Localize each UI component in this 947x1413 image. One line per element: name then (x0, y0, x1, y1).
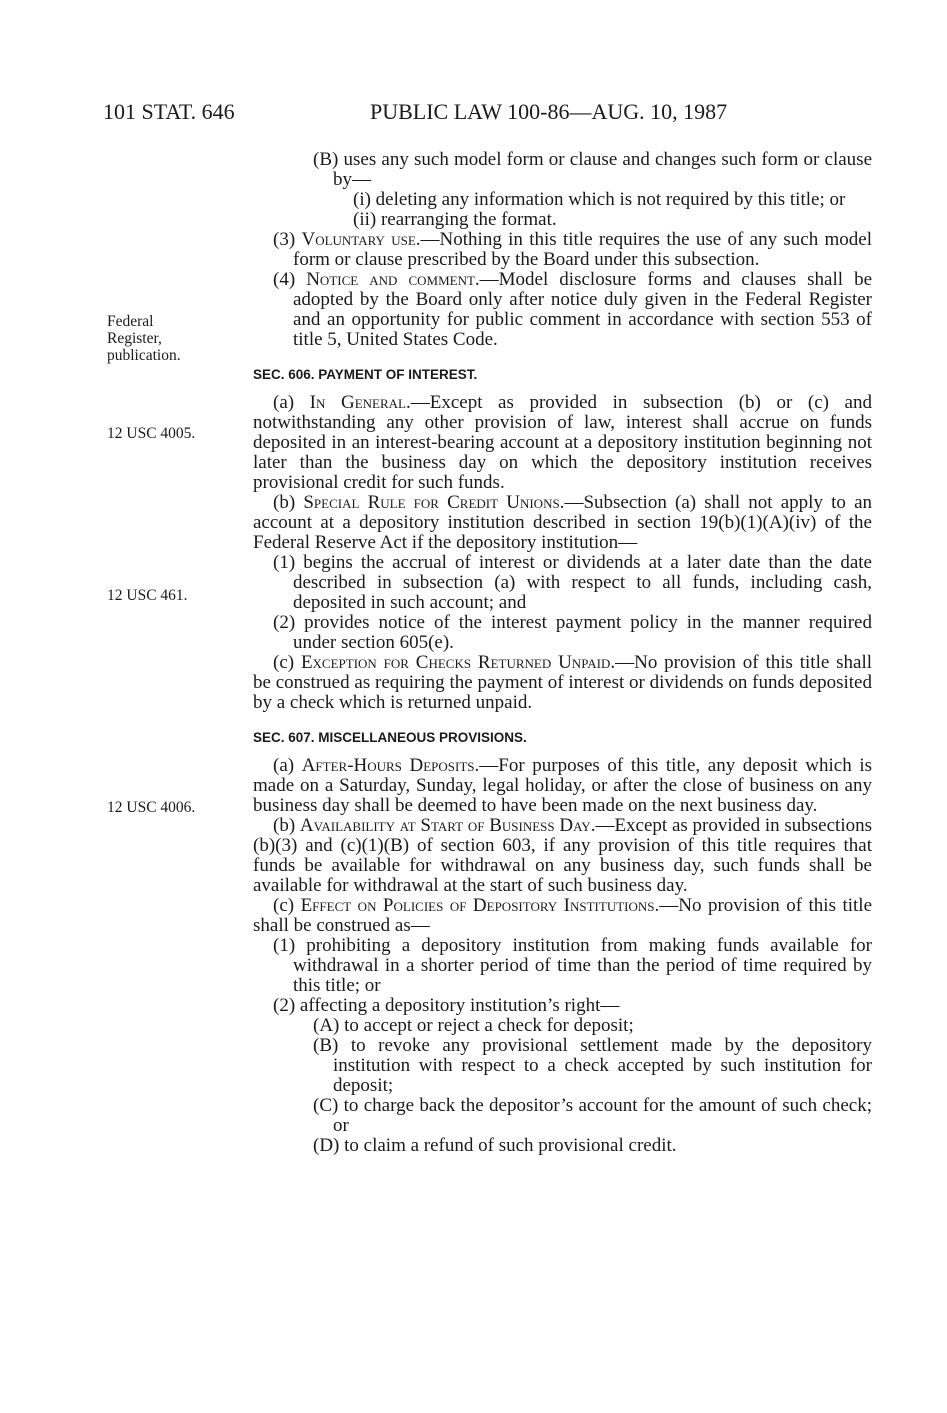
paragraph-number: (c) (273, 895, 301, 916)
section-heading-607: SEC. 607. MISCELLANEOUS PROVISIONS. (253, 730, 527, 745)
paragraph (253, 270, 872, 350)
paragraph-heading: Voluntary use. (301, 229, 421, 250)
margin-note-usc-461: 12 USC 461. (107, 587, 188, 604)
paragraph-number: (b) (273, 815, 300, 836)
paragraph-number: (b) (273, 492, 304, 513)
paragraph (253, 493, 872, 553)
paragraph-text: —Nothing in this title requires the use of any such model form or clause prescribed by the Board under this subsection. (293, 229, 873, 270)
paragraph: (2) provides notice of the interest payment policy in the manner required under section 605(e). (273, 612, 872, 653)
paragraph: (D) to claim a refund of such provisional credit. (313, 1135, 677, 1156)
paragraph (253, 653, 872, 713)
paragraph: (1) prohibiting a depository institution from making funds available for withdrawal in a shorter period of time than the period of time required by this title; or (273, 935, 872, 996)
paragraph: (A) to accept or reject a check for deposit; (313, 1015, 634, 1036)
paragraph-heading: Notice and comment. (306, 269, 480, 290)
paragraph-text: —Subsection (a) shall not apply to an account at a depository institution described in section 19(b)(1)(A)(iv) of the Federal Reserve Act if the depository institution— (253, 492, 873, 553)
paragraph-text: —Model disclosure forms and clauses shall be adopted by the Board only after notice duly given in the Federal Register and an opportunity for public comment in accordance with section 553 of title 5, United States Code. (293, 269, 873, 350)
paragraph-heading: Special Rule for Credit Unions. (303, 492, 565, 513)
paragraph: (2) affecting a depository institution’s right— (273, 995, 620, 1016)
paragraph: (1) begins the accrual of interest or dividends at a later date than the date described in subsection (a) with respect to all funds, including cash, deposited in such account; and (273, 552, 872, 613)
section-heading-606: SEC. 606. PAYMENT OF INTEREST. (253, 367, 478, 382)
margin-note-usc-4006: 12 USC 4006. (107, 799, 196, 816)
paragraph-text: —For purposes of this title, any deposit which is made on a Saturday, Sunday, legal holiday, or after the close of business on any business day shall be deemed to have been made on the next business day. (253, 755, 872, 816)
paragraph-number: (c) (273, 652, 301, 673)
paragraph-heading: Effect on Policies of Depository Institutions. (300, 895, 660, 916)
paragraph: (ii) rearranging the format. (353, 209, 557, 230)
paragraph-number: (4) (273, 269, 307, 290)
paragraph-text: —No provision of this title shall be construed as— (253, 895, 873, 936)
paragraph-heading: In General. (309, 392, 411, 413)
paragraph-text: —Except as provided in subsections (b)(3) and (c)(1)(B) of section 603, if any provision of this title requires that funds be available for withdrawal on any business day, such funds shall be available for withdrawal at the start of such business day. (253, 815, 872, 896)
paragraph-text: —Except as provided in subsection (b) or (c) and notwithstanding any other provision of law, interest shall accrue on funds deposited in an interest-bearing account at a depository institution beginning not later than the business day on which the depository institution receives provisional credit for such funds. (253, 392, 872, 493)
margin-note-usc-4005: 12 USC 4005. (107, 425, 196, 442)
body-text (253, 150, 872, 1156)
paragraph (253, 816, 872, 896)
margin-line: publication. (107, 347, 181, 364)
paragraph (253, 230, 872, 270)
paragraph (253, 393, 872, 493)
paragraph-heading: Exception for Checks Returned Unpaid. (300, 652, 616, 673)
paragraph: (B) to revoke any provisional settlement made by the depository institution with respect to a check accepted by such institution for deposit; (313, 1035, 872, 1096)
margin-note-federal-register (107, 313, 181, 364)
paragraph (253, 896, 872, 936)
paragraph-heading: After-Hours Deposits. (301, 755, 480, 776)
paragraph (253, 756, 872, 816)
paragraph: (i) deleting any information which is not required by this title; or (353, 189, 846, 210)
paragraph-text: —No provision of this title shall be construed as requiring the payment of interest or dividends on funds deposited by a check which is returned unpaid. (253, 652, 873, 713)
margin-line: Register, (107, 330, 162, 347)
page-stat-reference: 101 STAT. 646 (103, 99, 235, 124)
paragraph-heading: Availability at Start of Business Day. (299, 815, 596, 836)
paragraph: (C) to charge back the depositor’s account for the amount of such check; or (313, 1095, 872, 1136)
running-head: PUBLIC LAW 100-86—AUG. 10, 1987 (370, 99, 728, 124)
paragraph-number: (a) (273, 392, 310, 413)
paragraph-number: (3) (273, 229, 302, 250)
paragraph: (B) uses any such model form or clause and changes such form or clause by— (313, 149, 872, 190)
paragraph-number: (a) (273, 755, 302, 776)
margin-line: Federal (107, 313, 154, 330)
